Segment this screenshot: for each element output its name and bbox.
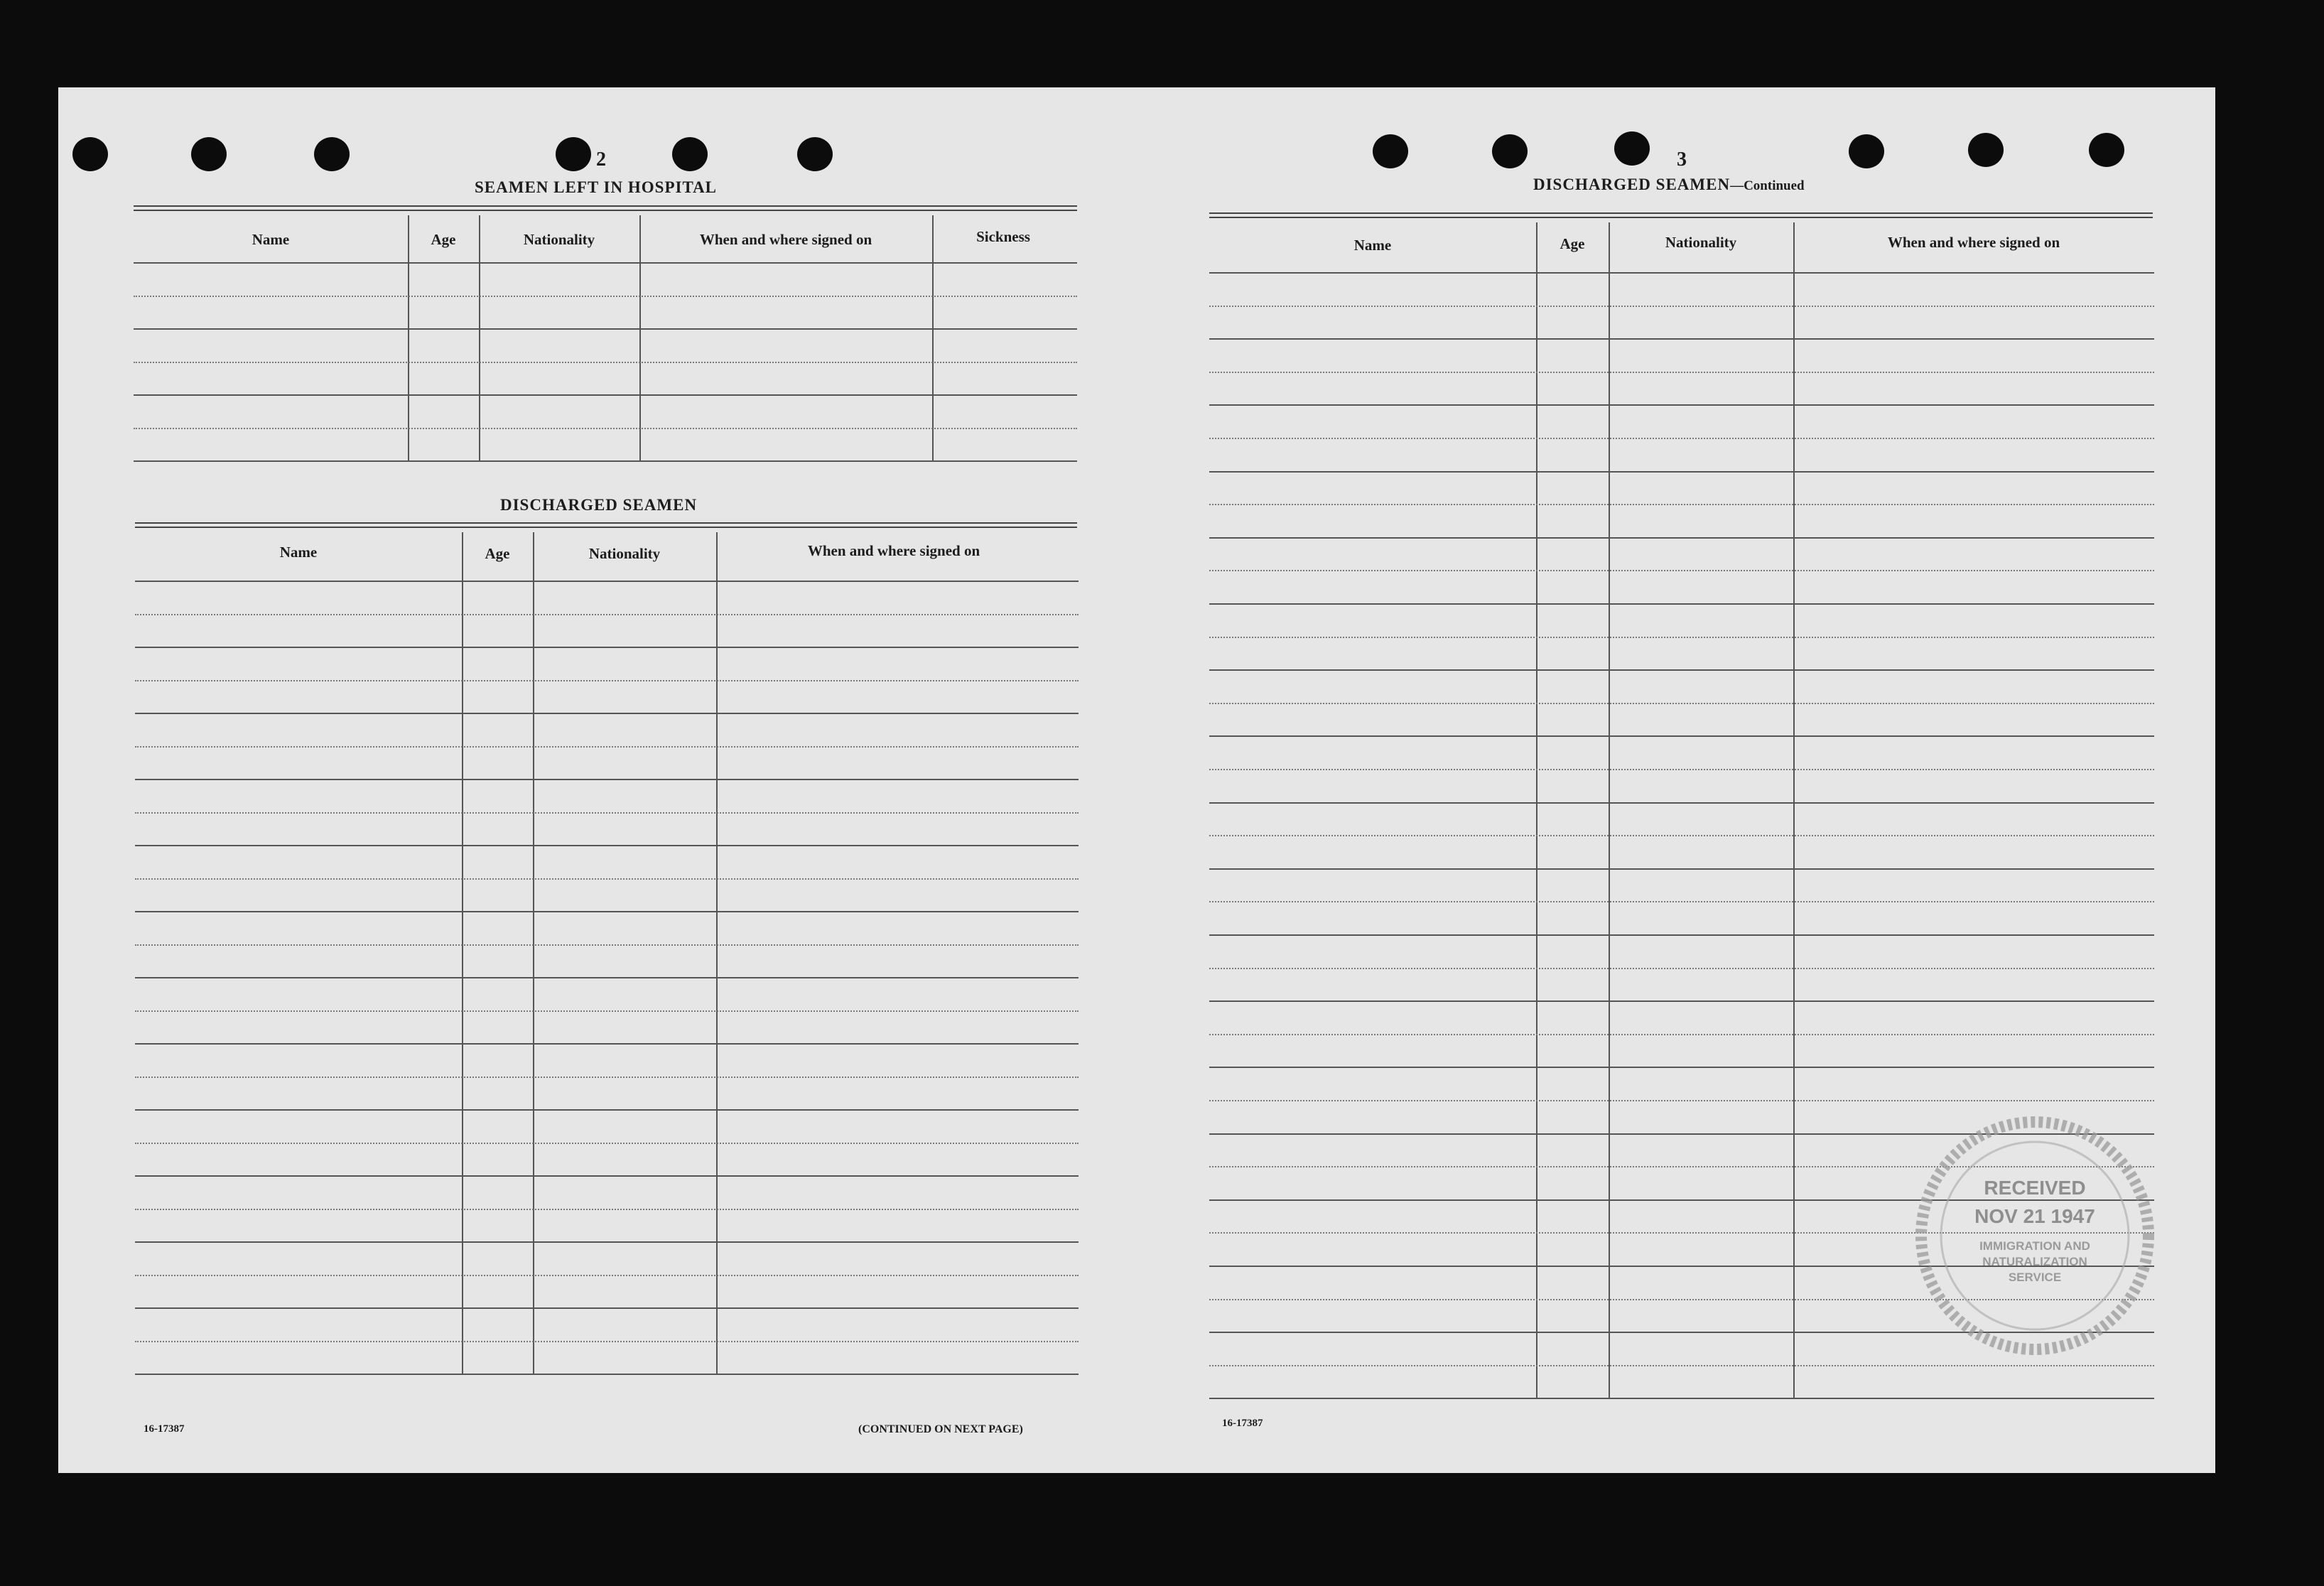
stamp-line-1: RECEIVED	[1984, 1177, 2086, 1199]
form-row-line	[1209, 669, 2154, 671]
page-number: 3	[1677, 149, 1687, 171]
column-header-age: Age	[1560, 235, 1585, 252]
form-row-line	[134, 428, 1077, 429]
punch-hole	[72, 137, 108, 171]
section-title-hospital: SEAMEN LEFT IN HOSPITAL	[475, 178, 718, 196]
form-row-line	[1209, 868, 2154, 870]
column-divider	[462, 532, 463, 1374]
stamp-line-3: IMMIGRATION AND	[1979, 1239, 2090, 1253]
form-row-line	[135, 614, 1079, 615]
stamp-outer-ring	[1921, 1122, 2149, 1349]
form-row-line	[1209, 603, 2154, 605]
column-header-signed-on: When and where signed on	[807, 542, 980, 559]
punch-hole	[1492, 134, 1528, 168]
column-divider	[1609, 222, 1610, 1398]
form-row-line	[1209, 968, 2154, 969]
form-row-line	[1209, 1100, 2154, 1101]
column-header-name: Name	[1353, 237, 1392, 254]
punch-hole	[1373, 134, 1408, 168]
form-row-line	[135, 944, 1079, 946]
form-row-line	[1209, 1365, 2154, 1366]
section-title-suffix: —Continued	[1730, 178, 1805, 193]
page-number: 2	[596, 149, 606, 171]
section-title-discharged: DISCHARGED SEAMEN	[500, 496, 698, 514]
form-row-line	[1209, 272, 2154, 274]
punch-hole	[672, 137, 708, 171]
punch-hole	[1849, 134, 1884, 168]
form-row-line	[1209, 570, 2154, 571]
form-row-line	[1209, 1034, 2154, 1035]
column-header-nationality: Nationality	[1665, 234, 1737, 251]
punch-hole	[314, 137, 350, 171]
form-row-line	[135, 1341, 1079, 1342]
column-divider	[533, 532, 534, 1374]
form-row-line	[135, 1275, 1079, 1276]
hospital-table	[134, 215, 1077, 571]
punch-hole	[2089, 133, 2124, 167]
form-row-line	[134, 262, 1077, 264]
form-row-line	[1209, 735, 2154, 737]
form-row-line	[135, 977, 1079, 978]
form-row-line	[135, 878, 1079, 880]
form-row-line	[135, 680, 1079, 681]
punch-hole	[556, 137, 591, 171]
form-row-line	[135, 1043, 1079, 1045]
stamp-line-2: NOV 21 1947	[1974, 1205, 2095, 1227]
form-row-line	[1209, 769, 2154, 770]
form-row-line	[135, 845, 1079, 846]
form-row-line	[135, 647, 1079, 648]
form-row-line	[134, 362, 1077, 363]
form-row-line	[135, 1077, 1079, 1078]
form-row-line	[135, 1175, 1079, 1177]
header-rule	[134, 205, 1077, 211]
column-header-name: Name	[279, 544, 318, 561]
continued-note: (CONTINUED ON NEXT PAGE)	[858, 1423, 1023, 1435]
discharged-table	[135, 532, 1079, 1420]
form-row-line	[1209, 372, 2154, 373]
form-row-line	[135, 1109, 1079, 1111]
column-header-signed-on: When and where signed on	[699, 231, 872, 248]
punch-hole	[797, 137, 833, 171]
form-row-line	[135, 812, 1079, 814]
column-divider	[932, 215, 934, 460]
form-row-line	[135, 1241, 1079, 1243]
right-page	[1138, 87, 2215, 1473]
form-row-line	[135, 779, 1079, 780]
column-divider	[479, 215, 480, 460]
form-row-line	[1209, 802, 2154, 804]
form-row-line	[135, 911, 1079, 912]
column-header-age: Age	[431, 231, 456, 248]
form-row-line	[1209, 537, 2154, 539]
form-row-line	[1209, 901, 2154, 902]
column-header-age: Age	[485, 545, 510, 562]
form-row-line	[1209, 637, 2154, 638]
section-title-text: DISCHARGED SEAMEN	[1533, 176, 1731, 193]
column-header-nationality: Nationality	[588, 545, 661, 562]
punch-hole	[191, 137, 227, 171]
form-row-line	[1209, 1067, 2154, 1068]
form-row-line	[1209, 438, 2154, 439]
column-divider	[639, 215, 641, 460]
form-row-line	[135, 1143, 1079, 1144]
header-rule	[1209, 212, 2153, 218]
punch-hole	[1614, 131, 1650, 166]
form-row-line	[135, 1010, 1079, 1012]
stamp-inner-ring	[1941, 1142, 2129, 1329]
form-row-line	[1209, 471, 2154, 473]
column-header-signed-on: When and where signed on	[1887, 234, 2060, 251]
form-row-line	[1209, 404, 2154, 406]
form-row-line	[135, 1209, 1079, 1210]
form-row-line	[134, 394, 1077, 396]
form-row-line	[1209, 306, 2154, 307]
form-number: 16-17387	[1222, 1418, 1263, 1429]
received-stamp	[1914, 1115, 2156, 1356]
left-page	[58, 87, 1138, 1473]
form-row-line	[135, 746, 1079, 748]
column-header-nationality: Nationality	[523, 231, 595, 248]
header-rule	[135, 522, 1077, 528]
column-divider	[1536, 222, 1537, 1398]
form-row-line	[135, 1374, 1079, 1375]
form-row-line	[1209, 1398, 2154, 1399]
punch-hole	[1968, 133, 2004, 167]
form-row-line	[134, 328, 1077, 330]
form-row-line	[134, 460, 1077, 462]
stamp-line-5: SERVICE	[2008, 1271, 2062, 1284]
form-number: 16-17387	[144, 1423, 185, 1435]
form-row-line	[1209, 934, 2154, 936]
form-row-line	[1209, 835, 2154, 836]
section-title-discharged-continued	[1533, 176, 1805, 194]
form-row-line	[1209, 1000, 2154, 1002]
form-row-line	[1209, 504, 2154, 505]
form-row-line	[135, 713, 1079, 714]
column-divider	[716, 532, 718, 1374]
form-row-line	[134, 296, 1077, 297]
form-row-line	[135, 1307, 1079, 1309]
column-divider	[408, 215, 409, 460]
column-divider	[1793, 222, 1795, 1398]
form-row-line	[1209, 338, 2154, 340]
form-row-line	[1209, 703, 2154, 704]
column-header-sickness: Sickness	[976, 228, 1030, 245]
stamp-line-4: NATURALIZATION	[1982, 1255, 2087, 1268]
document-spread	[58, 87, 2215, 1473]
form-row-line	[135, 581, 1079, 582]
column-header-name: Name	[252, 231, 290, 248]
